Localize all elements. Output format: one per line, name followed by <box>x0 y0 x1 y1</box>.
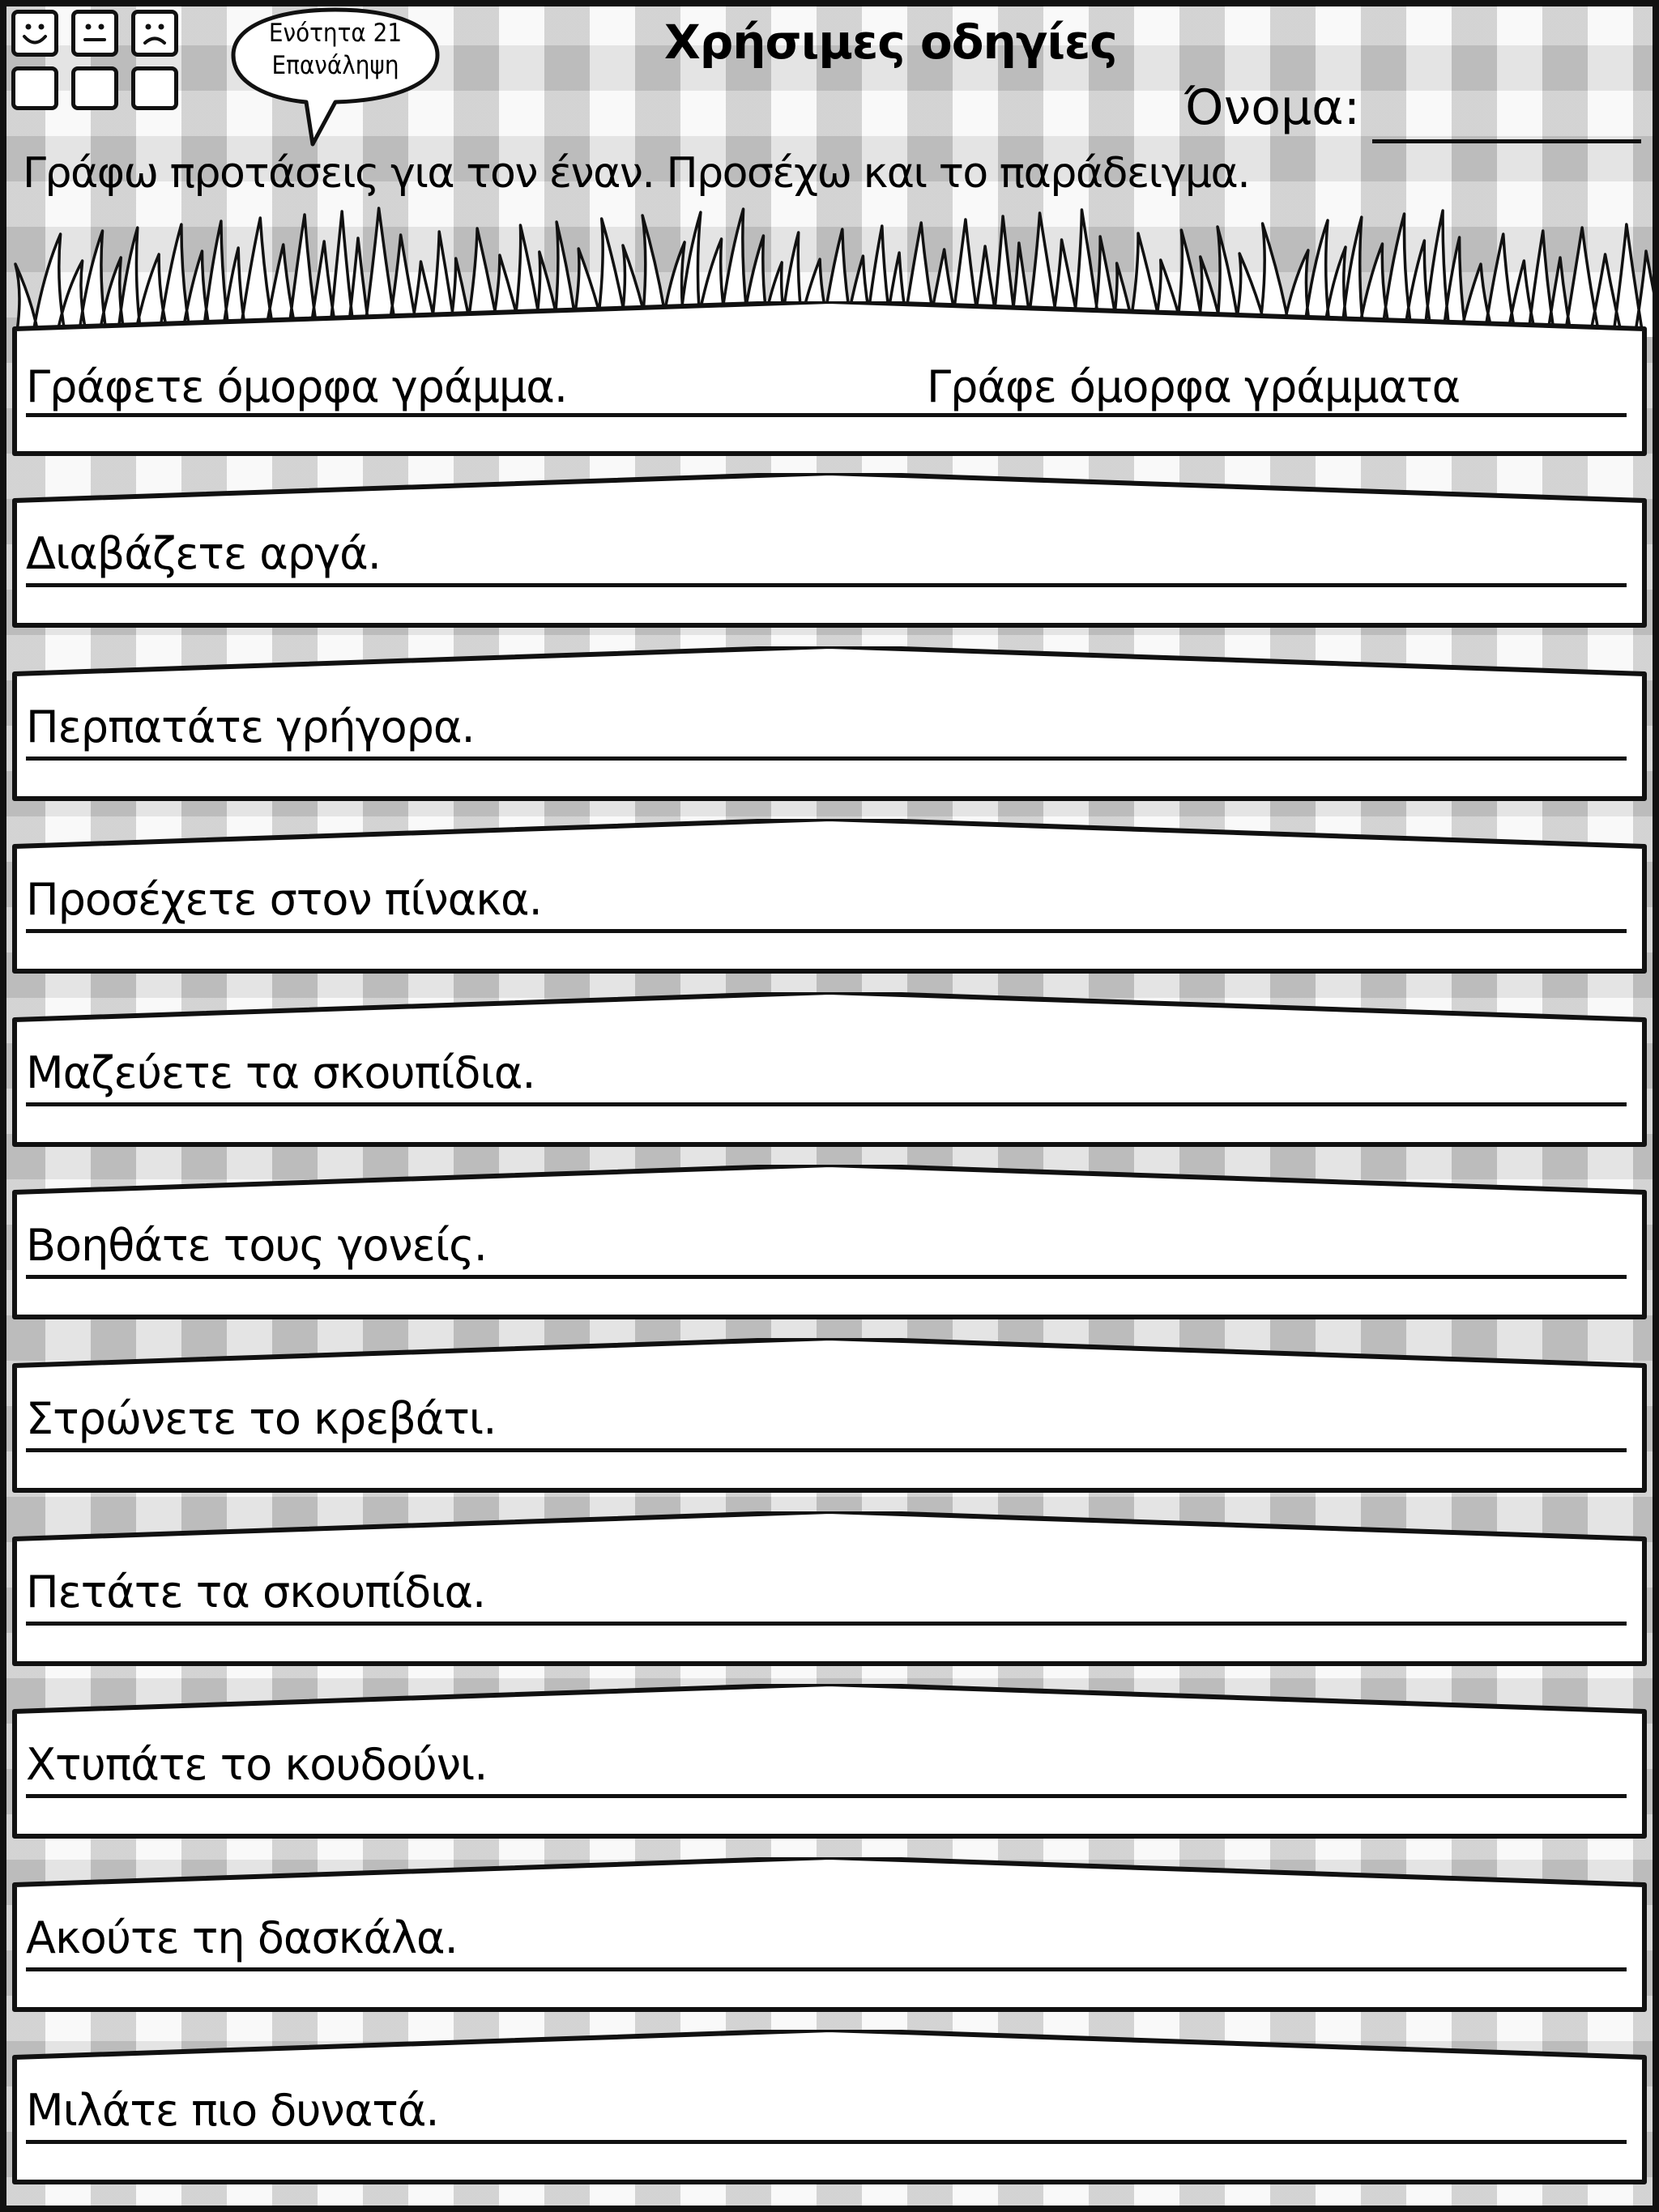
exercise-row <box>11 473 1648 635</box>
example-row <box>11 301 1648 463</box>
example-prompt: Γράφετε όμορφα γράμμα. <box>26 361 568 412</box>
sentence-text: Χτυπάτε το κουδούνι. <box>26 1739 488 1790</box>
sentence-text: Πετάτε τα σκουπίδια. <box>26 1566 486 1617</box>
answer-line[interactable] <box>26 1448 1627 1452</box>
exercise-row <box>11 646 1648 808</box>
sentence-text: Μαζεύετε τα σκουπίδια. <box>26 1047 535 1098</box>
answer-line[interactable] <box>26 1794 1627 1798</box>
sentence-text: Διαβάζετε αργά. <box>26 528 381 579</box>
answer-line[interactable] <box>26 1622 1627 1626</box>
answer-line[interactable] <box>26 1102 1627 1106</box>
answer-line[interactable] <box>26 1967 1627 1971</box>
unit-subtitle: Επανάληψη <box>271 51 399 80</box>
sentence-text: Περπατάτε γρήγορα. <box>26 701 475 752</box>
exercise-row <box>11 992 1648 1154</box>
unit-speech-bubble <box>228 6 442 149</box>
score-box[interactable] <box>11 66 58 110</box>
sentence-text: Στρώνετε το κρεβάτι. <box>26 1393 497 1444</box>
neutral-face-icon[interactable] <box>71 10 118 57</box>
sentence-text: Βοηθάτε τους γονείς. <box>26 1220 487 1271</box>
name-label: Όνομα: <box>1184 79 1360 136</box>
exercise-row <box>11 1684 1648 1846</box>
answer-line[interactable] <box>26 929 1627 933</box>
exercise-row <box>11 2030 1648 2192</box>
exercise-row <box>11 1165 1648 1327</box>
score-box[interactable] <box>131 66 178 110</box>
unit-number: Ενότητα 21 <box>268 19 403 48</box>
name-field[interactable] <box>1372 139 1641 143</box>
answer-line[interactable] <box>26 1275 1627 1279</box>
sentence-text: Μιλάτε πιο δυνατά. <box>26 2085 439 2136</box>
page-title: Χρήσιμες οδηγίες <box>664 15 1117 70</box>
exercise-row <box>11 1857 1648 2019</box>
sentence-text: Ακούτε τη δασκάλα. <box>26 1912 458 1963</box>
answer-line[interactable] <box>26 2140 1627 2144</box>
instruction-text: Γράφω προτάσεις για τον έναν. Προσέχω και το παράδειγμα. <box>23 149 1250 198</box>
happy-face-icon[interactable] <box>11 10 58 57</box>
sad-face-icon[interactable] <box>131 10 178 57</box>
exercise-row <box>11 1511 1648 1673</box>
example-answer: Γράφε όμορφα γράμματα <box>927 361 1461 412</box>
answer-line[interactable] <box>26 583 1627 587</box>
sentence-text: Προσέχετε στον πίνακα. <box>26 874 542 925</box>
exercise-row <box>11 819 1648 981</box>
answer-line[interactable] <box>26 757 1627 761</box>
score-box[interactable] <box>71 66 118 110</box>
answer-line[interactable] <box>26 413 1627 417</box>
exercise-row <box>11 1338 1648 1500</box>
